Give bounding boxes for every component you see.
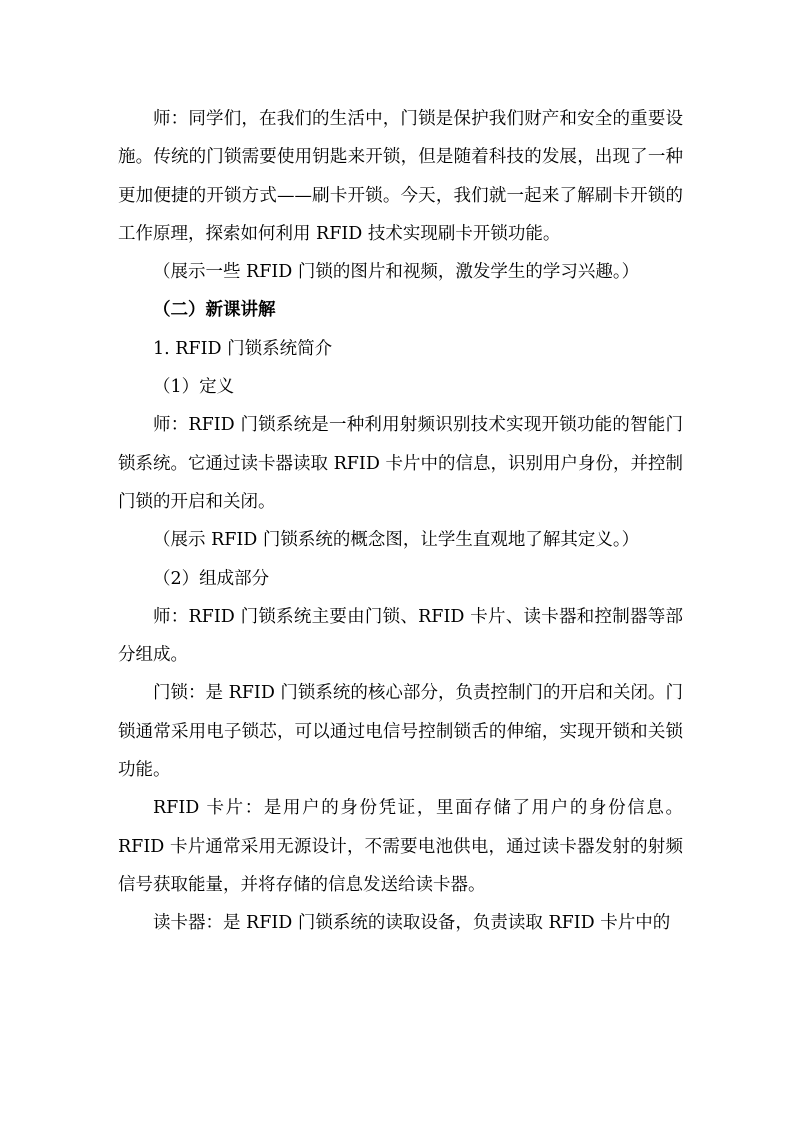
paragraph-components: 师：RFID 门锁系统主要由门锁、RFID 卡片、读卡器和控制器等部分组成。 <box>118 606 683 666</box>
document-body <box>118 100 683 943</box>
paragraph-rfid-card: RFID 卡片：是用户的身份凭证，里面存储了用户的身份信息。RFID 卡片通常采用无源设计，不需要电池供电，通过读卡器发射的射频信号获取能量，并将存储的信息发送给读卡器。 <box>118 798 683 895</box>
paragraph-door-lock: 门锁：是 RFID 门锁系统的核心部分，负责控制门的开启和关闭。门锁通常采用电子锁芯，可以通过电信号控制锁舌的伸缩，实现开锁和关锁功能。 <box>118 683 683 781</box>
subsection-heading-components: （2）组成部分 <box>153 568 270 589</box>
paragraph-show-images: （展示一些 RFID 门锁的图片和视频，激发学生的学习兴趣。） <box>153 262 640 283</box>
subsection-heading-definition: （1）定义 <box>153 377 235 398</box>
subsection-heading-system-intro: 1. RFID 门锁系统简介 <box>153 338 333 359</box>
paragraph-definition: 师：RFID 门锁系统是一种利用射频识别技术实现开锁功能的智能门锁系统。它通过读卡器读取 RFID 卡片中的信息，识别用户身份，并控制门锁的开启和关闭。 <box>118 415 683 512</box>
paragraph-intro: 师：同学们，在我们的生活中，门锁是保护我们财产和安全的重要设施。传统的门锁需要使用钥匙来开锁，但是随着科技的发展，出现了一种更加便捷的开锁方式——刷卡开锁。今天，我们就一起来了解刷卡开锁的工作原理，探索如何利用 RFID 技术实现刷卡开锁功能。 <box>118 109 683 244</box>
paragraph-card-reader: 读卡器：是 RFID 门锁系统的读取设备，负责读取 RFID 卡片中的 <box>153 913 671 934</box>
paragraph-show-concept: （展示 RFID 门锁系统的概念图，让学生直观地了解其定义。） <box>153 530 640 551</box>
section-heading-new-lesson: （二）新课讲解 <box>153 300 276 321</box>
